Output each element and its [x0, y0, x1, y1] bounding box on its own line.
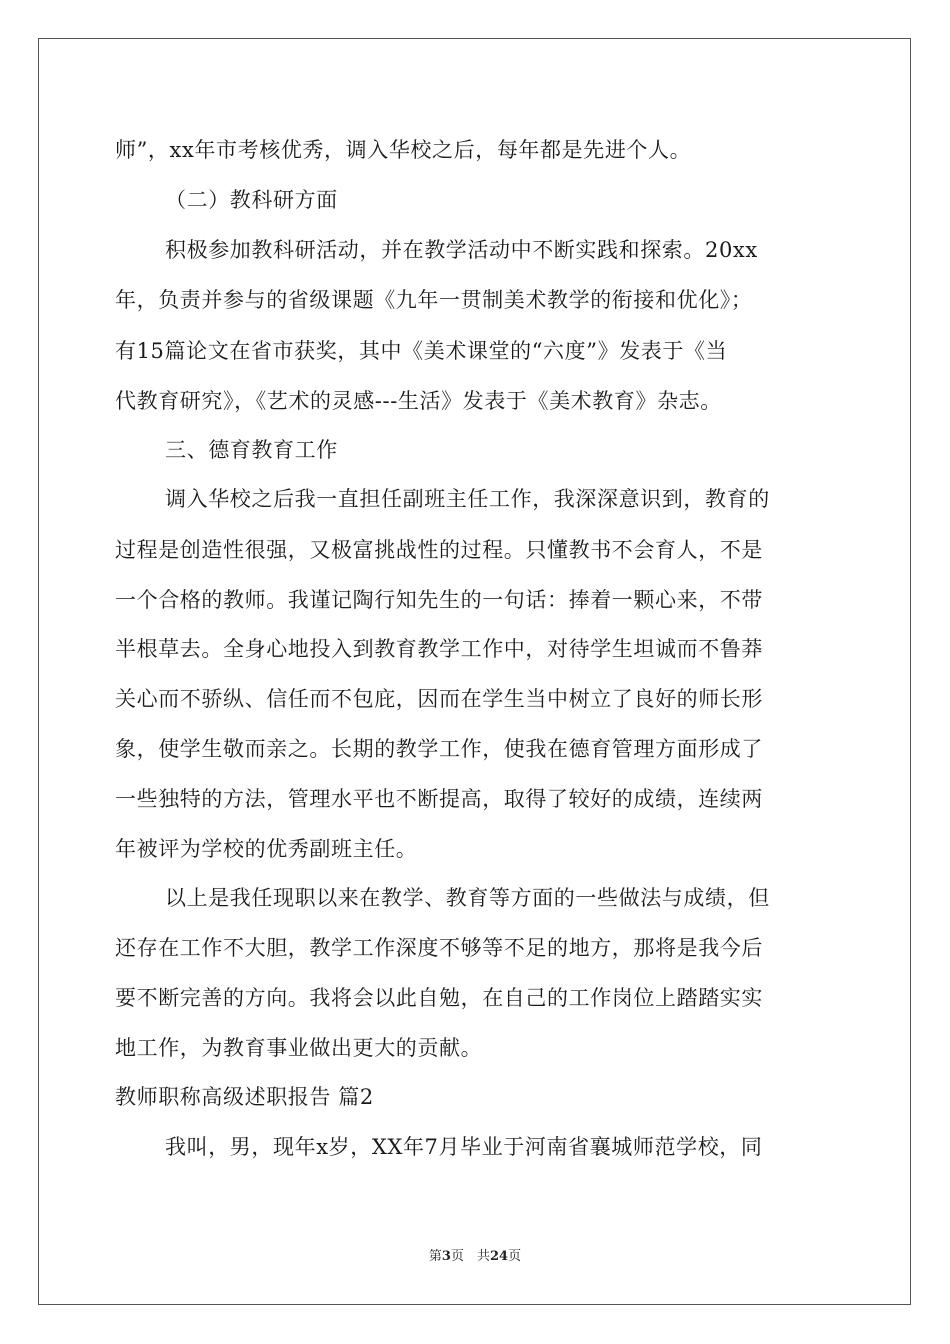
text-line: 半根草去。全身心地投入到教育教学工作中，对待学生坦诚而不鲁莽	[115, 637, 763, 661]
text-line: 还存在工作不大胆，教学工作深度不够等不足的地方，那将是我今后	[115, 936, 763, 960]
page-number: 3	[441, 1249, 451, 1264]
footer-prefix: 第	[428, 1249, 442, 1264]
text-line: 年被评为学校的优秀副班主任。	[115, 837, 418, 861]
text-line: 要不断完善的方向。我将会以此自勉，在自己的工作岗位上踏踏实实	[115, 986, 763, 1010]
text-line: 有15篇论文在省市获奖，其中《美术课堂的“六度”》发表于《当	[115, 339, 728, 363]
footer-suffix: 页	[508, 1249, 522, 1264]
text-line: 一些独特的方法，管理水平也不断提高，取得了较好的成绩，连续两	[115, 787, 763, 811]
page-footer	[0, 1245, 950, 1264]
text-line: 代教育研究》，《艺术的灵感---生活》发表于《美术教育》杂志。	[115, 389, 722, 413]
text-line: 师”，xx年市考核优秀，调入华校之后，每年都是先进个人。	[115, 138, 692, 162]
text-line: 以上是我任现职以来在教学、教育等方面的一些做法与成绩，但	[165, 886, 770, 910]
text-line: 我叫，男，现年x岁，XX年7月毕业于河南省襄城师范学校，同	[165, 1135, 763, 1159]
text-line: 过程是创造性很强，又极富挑战性的过程。只懂教书不会育人，不是	[115, 538, 763, 562]
text-line: 积极参加教科研活动，并在教学活动中不断实践和探索。20xx	[165, 238, 758, 262]
text-line: 调入华校之后我一直担任副班主任工作，我深深意识到，教育的	[165, 487, 770, 511]
footer-mid: 页 共	[450, 1249, 490, 1264]
text-line: 地工作，为教育事业做出更大的贡献。	[115, 1036, 483, 1060]
section-heading: （二）教科研方面	[165, 188, 338, 212]
text-line: 关心而不骄纵、信任而不包庇，因而在学生当中树立了良好的师长形	[115, 687, 763, 711]
text-line: 一个合格的教师。我谨记陶行知先生的一句话：捧着一颗心来，不带	[115, 588, 763, 612]
page-border	[38, 38, 911, 1305]
text-line: 年，负责并参与的省级课题《九年一贯制美术教学的衔接和优化》；	[115, 288, 753, 312]
text-line: 象，使学生敬而亲之。长期的教学工作，使我在德育管理方面形成了	[115, 737, 763, 761]
article-title: 教师职称高级述职报告 篇2	[115, 1085, 374, 1109]
section-heading: 三、德育教育工作	[165, 438, 338, 462]
total-pages: 24	[489, 1249, 509, 1264]
